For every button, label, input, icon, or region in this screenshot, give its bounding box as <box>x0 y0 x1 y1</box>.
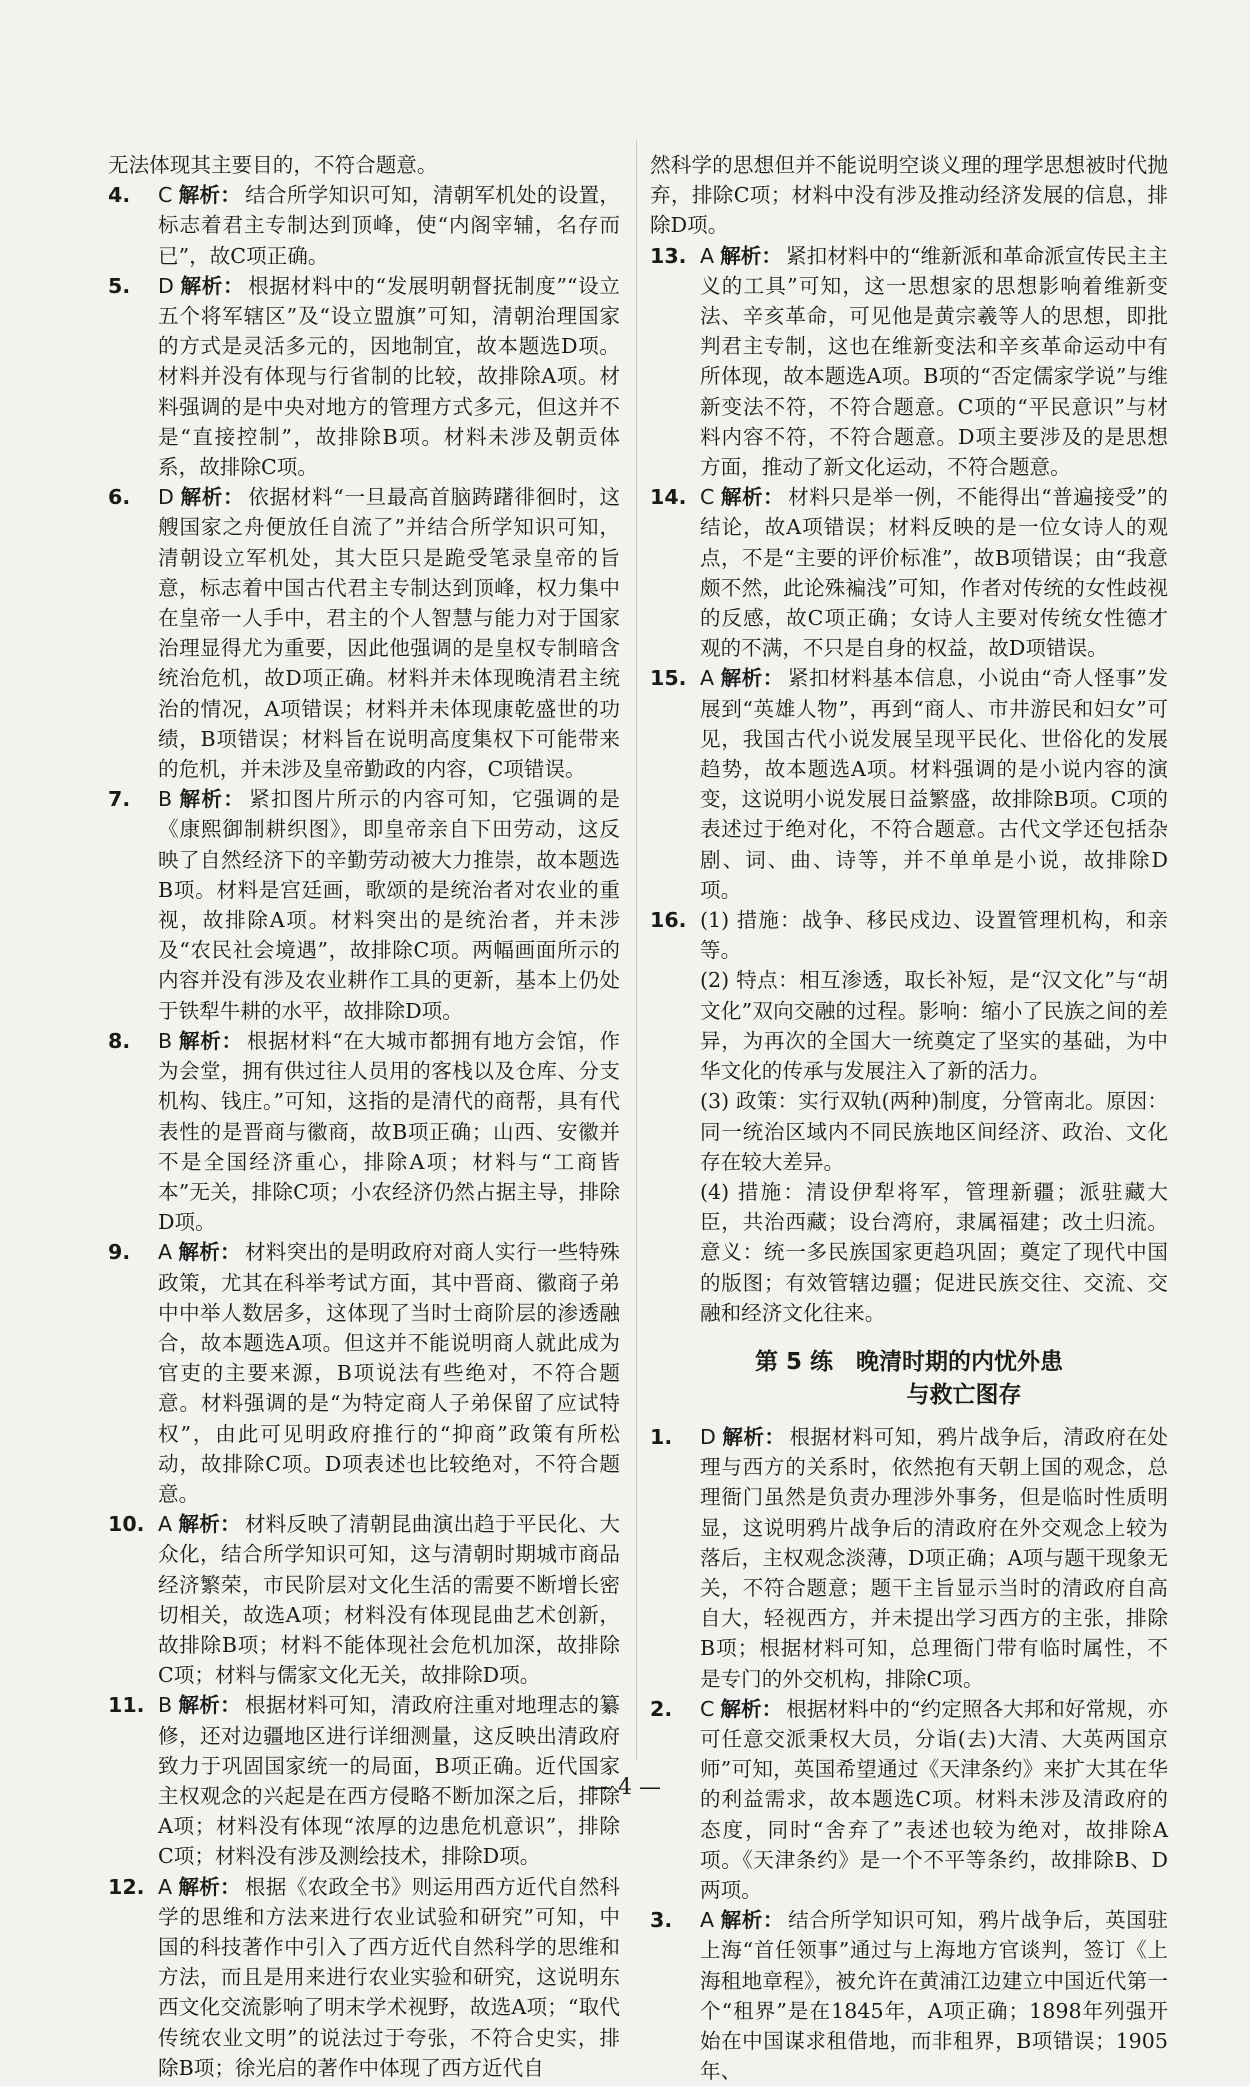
question-number: 4. <box>108 183 131 208</box>
analysis-label: 解析： <box>178 1028 243 1053</box>
section-title-line1: 第 5 练 晚清时期的内忧外患 <box>754 1348 1064 1375</box>
question-number: 9. <box>108 1240 131 1265</box>
continued-text: 无法体现其主要目的，不符合题意。 <box>108 153 438 177</box>
analysis-label: 解析： <box>178 1240 241 1265</box>
answer-choice: D <box>158 273 174 298</box>
analysis-label: 解析： <box>720 666 784 691</box>
answer-choice: A <box>158 1512 173 1537</box>
analysis-label: 解析： <box>721 1424 786 1449</box>
analysis-text: 依据材料“一旦最高首脑踌躇徘徊时，这艘国家之舟便放任自流了”并结合所学知识可知，清朝设立军机处，其大臣只是跪受笔录皇帝的旨意，标志着中国古代君主专制达到顶峰，权力集中在皇帝一人手中，君主的个人智慧与能力对于国家治理显得尤为重要，因此他强调的是皇权专制暗含统治危机，故D项正确。材料并未体现晚清君主统治的情况，A项错误；材料并未体现康乾盛世的功绩，B项错误；材料旨在说明高度集权下可能带来的危机，并未涉及皇帝勤政的内容，C项错误。 <box>158 485 621 782</box>
section-title <box>650 1346 1168 1412</box>
answer-item <box>108 271 620 482</box>
question-number: 2. <box>650 1696 673 1721</box>
analysis-text: 紧扣材料中的“维新派和革命派宣传民主主义的工具”可知，这一思想家的思想影响着维新变法、辛亥革命，可见他是黄宗羲等人的思想，即批判君主专制，这也在维新变法和辛亥革命运动中有所体现，故本题选A项。B项的“否定儒家学说”与维新变法不符，不符合题意。C项的“平民意识”与材料内容不符，不符合题意。D项主要涉及的是思想方面，推动了新文化运动，不符合题意。 <box>700 243 1169 480</box>
answer-item <box>650 241 1168 483</box>
question-number: 8. <box>108 1028 131 1053</box>
analysis-label: 解析： <box>178 183 242 208</box>
question-number: 5. <box>108 273 131 298</box>
answer-choice: B <box>158 787 173 812</box>
analysis-text: 材料突出的是明政府对商人实行一些特殊政策，尤其在科举考试方面，其中晋商、徽商子弟中中举人数居多，这体现了当时士商阶层的渗透融合，故本题选A项。但这并不能说明商人就此成为官吏的主要来源，B项说法有些绝对，不符合题意。材料强调的是“为特定商人子弟保留了应试特权”，由此可见明政府推行的“抑商”政策有所松动，故排除C项。D项表述也比较绝对，不符合题意。 <box>158 1240 621 1506</box>
page-number: — 4 — <box>589 1775 661 1800</box>
question-number: 1. <box>650 1424 673 1449</box>
answer-choice: A <box>700 243 715 268</box>
question-number: 13. <box>650 243 687 268</box>
answer-choice: A <box>700 1908 715 1933</box>
answer-item <box>108 1872 620 2083</box>
answer-item <box>650 482 1168 663</box>
answer-item <box>650 1422 1168 1694</box>
continued-text: 然科学的思想但并不能说明空谈义理的理学思想被时代抛弃，排除C项；材料中没有涉及推动经济发展的信息，排除D项。 <box>650 153 1168 238</box>
question-number: 16. <box>650 908 687 933</box>
analysis-text: 结合所学知识可知，鸦片战争后，英国驻上海“首任领事”通过与上海地方官谈判，签订《上海租地章程》，被允许在黄浦江边建立中国近代第一个“租界”是在1845年，A项正确；1898年列强开始在中国谋求租借地，而非租界，B项错误；1905年、 <box>700 1908 1169 2084</box>
analysis-label: 解析： <box>179 273 245 298</box>
analysis-text: 紧扣图片所示的内容可知，它强调的是《康熙御制耕织图》，即皇帝亲自下田劳动，这反映了自然经济下的辛勤劳动被大力推崇，故本题选B项。材料是宫廷画，歌颂的是统治者对农业的重视，故排除A项。材料突出的是统治者，并未涉及“农民社会境遇”，故排除C项。两幅画面所示的内容并没有涉及农业耕作工具的更新，基本上仍处于铁犁牛耕的水平，故排除D项。 <box>158 787 621 1023</box>
answer-choice: C <box>158 183 173 208</box>
answer-choice: D <box>700 1424 716 1449</box>
question-number: 12. <box>108 1874 145 1899</box>
answer-choice: C <box>700 1696 715 1721</box>
analysis-text: 根据材料中的“发展明朝督抚制度”“设立五个将军辖区”及“设立盟旗”可知，清朝治理国家的方式是灵活多元的，因地制宜，故本题选D项。材料并没有体现与行省制的比较，故排除A项。材料强调的是中央对地方的管理方式多元，但这并不是“直接控制”，故排除B项。材料未涉及朝贡体系，故排除C项。 <box>158 273 620 480</box>
answer-item <box>650 663 1168 905</box>
question-number: 14. <box>650 485 687 510</box>
answer-choice: A <box>700 666 715 691</box>
analysis-label: 解析： <box>720 1696 783 1721</box>
answer-choice: C <box>700 485 715 510</box>
answer-choice: A <box>158 1874 173 1899</box>
question-number: 11. <box>108 1693 145 1718</box>
analysis-text: 根据材料中的“约定照各大邦和好常规，亦可任意交派秉权大员，分诣(去)大清、大英两国京师”可知，英国希望通过《天津条约》来扩大其在华的利益需求，故本题选C项。材料未涉及清政府的态度，同时“舍弃了”表述也较为绝对，故排除A项。《天津条约》是一个不平等条约，故排除B、D两项。 <box>700 1696 1169 1902</box>
question-number: 7. <box>108 787 131 812</box>
answer-item <box>108 1026 620 1237</box>
analysis-text: (1) 措施：战争、移民戍边、设置管理机构，和亲等。 <box>700 908 1168 963</box>
analysis-label: 解析： <box>720 1908 785 1933</box>
analysis-text: 材料反映了清朝昆曲演出趋于平民化、大众化，结合所学知识可知，这与清朝时期城市商品经济繁荣，市民阶层对文化生活的需要不断增长密切相关，故选A项；材料没有体现昆曲艺术创新，故排除B项；材料不能体现社会危机加深，故排除C项；材料与儒家文化无关，故排除D项。 <box>158 1512 621 1688</box>
analysis-text: 根据材料可知，鸦片战争后，清政府在处理与西方的关系时，依然抱有天朝上国的观念，总理衙门虽然是负责办理涉外事务，但是临时性质明显，这说明鸦片战争后的清政府在外交观念上较为落后，主权观念淡薄，D项正确；A项与题干现象无关，不符合题意；题干主旨显示当时的清政府自高自大，轻视西方，并未提出学习西方的主张，排除B项；根据材料可知，总理衙门带有临时属性，不是专门的外交机构，排除C项。 <box>700 1424 1168 1691</box>
sub-answer: (2) 特点：相互渗透，取长补短，是“汉文化”与“胡文化”双向交融的过程。影响：缩小了民族之间的差异，为再次的全国大一统奠定了坚实的基础，为中华文化的传承与发展注入了新的活力。 <box>700 968 1168 1084</box>
analysis-text: 材料只是举一例，不能得出“普遍接受”的结论，故A项错误；材料反映的是一位女诗人的观点，不是“主要的评价标准”，故B项错误；由“我意颇不然，此论殊褊浅”可知，作者对传统的女性歧视的反感，故C项正确；女诗人主要对传统女性德才观的不满，不只是自身的权益，故D项错误。 <box>700 485 1169 661</box>
column-divider <box>636 140 637 1760</box>
analysis-label: 解析： <box>179 485 245 510</box>
analysis-text: 紧扣材料基本信息，小说由“奇人怪事”发展到“英雄人物”，再到“商人、市井游民和妇女”可见，我国古代小说发展呈现平民化、世俗化的发展趋势，故本题选A项。材料强调的是小说内容的演变，这说明小说发展日益繁盛，故排除B项。C项的表述过于绝对化，不符合题意。古代文学还包括杂剧、词、曲、诗等，并不单单是小说，故排除D项。 <box>700 666 1168 902</box>
answer-choice: A <box>158 1240 173 1265</box>
answer-choice: B <box>158 1693 173 1718</box>
analysis-label: 解析： <box>178 1512 241 1537</box>
analysis-label: 解析： <box>720 243 783 268</box>
answer-item <box>650 1905 1168 2086</box>
sub-answer: (4) 措施：清设伊犁将军，管理新疆；派驻藏大臣，共治西藏；设台湾府，隶属福建；改土归流。意义：统一多民族国家更趋巩固；奠定了现代中国的版图；有效管辖边疆；促进民族交往、交流、交融和经济文化往来。 <box>700 1179 1168 1325</box>
sub-answer: (3) 政策：实行双轨(两种)制度，分管南北。原因：同一统治区域内不同民族地区间经济、政治、文化存在较大差异。 <box>700 1089 1168 1174</box>
answer-item <box>650 905 1168 965</box>
answer-item <box>108 180 620 271</box>
analysis-text: 结合所学知识可知，清朝军机处的设置，标志着君主专制达到顶峰，使“内阁宰辅，名存而已”，故C项正确。 <box>158 183 621 268</box>
question-number: 6. <box>108 485 131 510</box>
question-number: 3. <box>650 1908 673 1933</box>
answer-item <box>108 784 620 1026</box>
analysis-text: 根据《农政全书》则运用西方近代自然科学的思维和方法来进行农业试验和研究”可知，中国的科技著作中引入了西方近代自然科学的思维和方法，而且是用来进行农业实验和研究，这说明东西文化交流影响了明末学术视野，故选A项；“取代传统农业文明”的说法过于夸张，不符合史实，排除B项；徐光启的著作中体现了西方近代自 <box>158 1874 621 2080</box>
answer-item <box>108 1509 620 1690</box>
section-title-line2: 与救亡图存 <box>906 1381 1022 1408</box>
question-number: 10. <box>108 1512 145 1537</box>
question-number: 15. <box>650 666 687 691</box>
analysis-text: 根据材料“在大城市都拥有地方会馆，作为会堂，拥有供过往人员用的客栈以及仓库、分支机构、钱庄。”可知，这指的是清代的商帮，具有代表性的是晋商与徽商，故B项正确；山西、安徽并不是全国经济重心，排除A项；材料与“工商皆本”无关，排除C项；小农经济仍然占据主导，排除D项。 <box>158 1028 621 1235</box>
analysis-text: 根据材料可知，清政府注重对地理志的纂修，还对边疆地区进行详细测量，这反映出清政府致力于巩固国家统一的局面，B项正确。近代国家主权观念的兴起是在西方侵略不断加深之后，排除A项；材料没有体现“浓厚的边患危机意识”，排除C项；材料没有涉及测绘技术，排除D项。 <box>158 1693 621 1869</box>
answer-choice: B <box>158 1028 173 1053</box>
analysis-label: 解析： <box>178 787 246 812</box>
answer-item <box>108 482 620 784</box>
answer-choice: D <box>158 485 174 510</box>
answer-item <box>108 1237 620 1509</box>
analysis-label: 解析： <box>178 1874 241 1899</box>
analysis-label: 解析： <box>720 485 785 510</box>
analysis-label: 解析： <box>178 1693 241 1718</box>
